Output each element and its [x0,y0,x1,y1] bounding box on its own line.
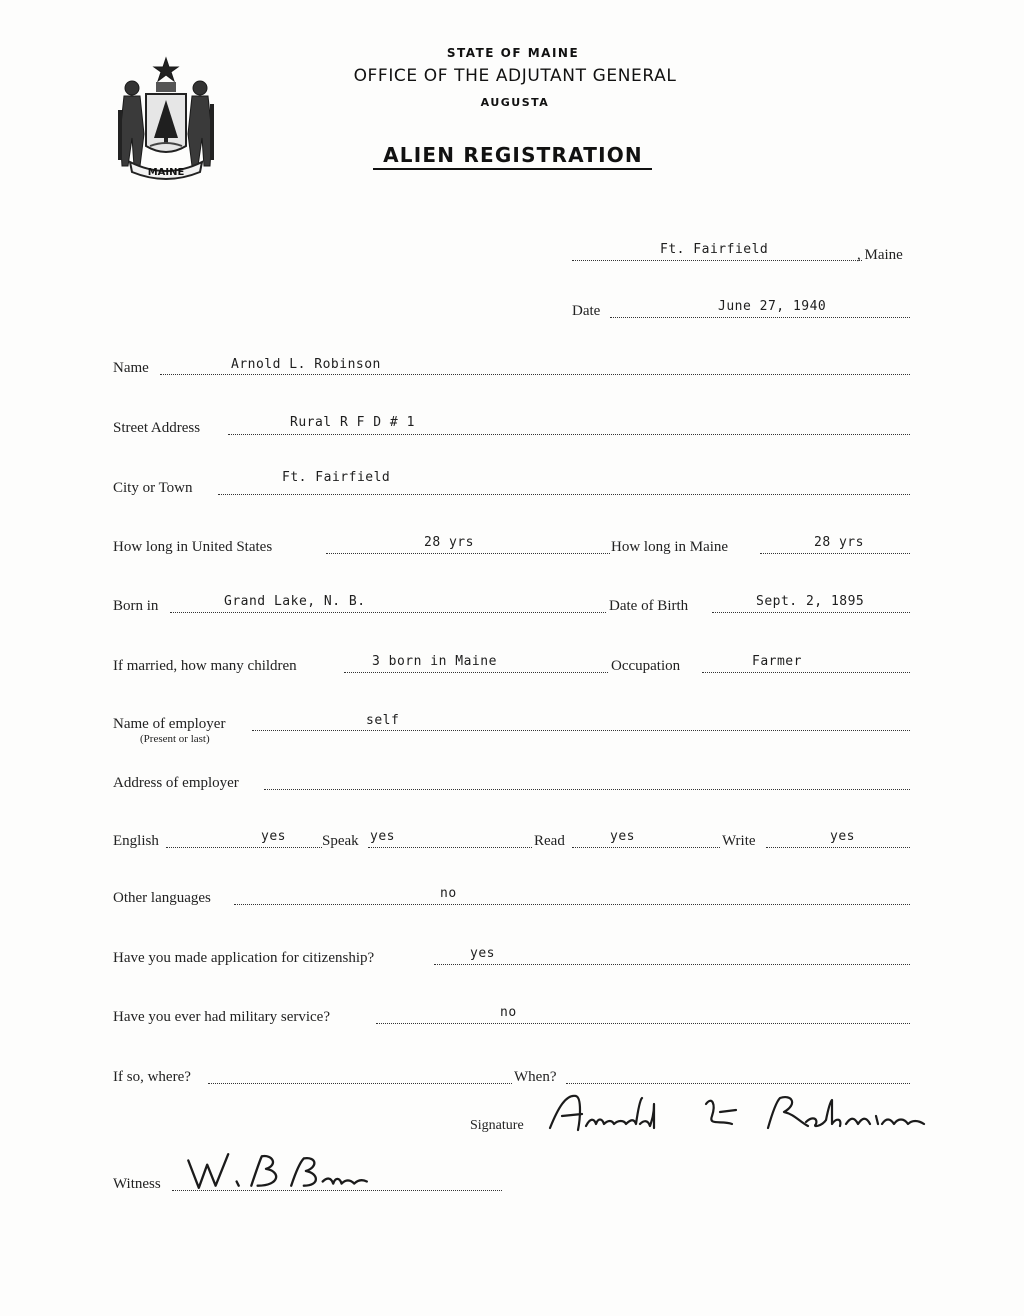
city-label: City or Town [113,480,193,496]
us-years-label: How long in United States [113,539,273,555]
occupation-value[interactable]: Farmer [752,654,802,669]
witness-handwriting[interactable] [182,1150,392,1192]
children-value[interactable]: 3 born in Maine [372,654,497,669]
place-value[interactable]: Ft. Fairfield [660,242,769,257]
citizenship-value[interactable]: yes [470,946,495,961]
born-in-label: Born in [113,598,159,614]
birth-date-value[interactable]: Sept. 2, 1895 [756,594,865,609]
place-line [572,260,862,261]
write-label: Write [722,833,756,849]
when-label: When? [514,1069,557,1085]
military-value[interactable]: no [500,1005,517,1020]
date-line [610,317,910,318]
employer-sublabel: (Present or last) [140,733,210,745]
where-line [208,1083,512,1084]
us-years-value[interactable]: 28 yrs [424,535,474,550]
maine-years-label: How long in Maine [611,539,729,555]
military-line [376,1023,910,1024]
speak-value[interactable]: yes [370,829,395,844]
maine-years-line [760,553,910,554]
citizenship-line [434,964,910,965]
where-label: If so, where? [113,1069,191,1085]
other-languages-line [234,904,910,905]
signature-label: Signature [470,1118,524,1133]
street-label: Street Address [113,420,201,436]
street-value[interactable]: Rural R F D # 1 [290,415,415,430]
english-label: English [113,833,159,849]
maine-years-value[interactable]: 28 yrs [814,535,864,550]
read-label: Read [534,833,565,849]
read-line [572,847,720,848]
employer-address-label: Address of employer [113,775,239,791]
children-label: If married, how many children [113,658,297,674]
name-label: Name [113,360,149,376]
military-label: Have you ever had military service? [113,1009,330,1025]
city-value[interactable]: Ft. Fairfield [282,470,391,485]
citizenship-label: Have you made application for citizenship? [113,950,375,966]
office-heading: OFFICE OF THE ADJUTANT GENERAL [353,66,677,86]
signature-handwriting[interactable] [536,1090,936,1140]
street-line [228,434,910,435]
born-in-line [170,612,606,613]
city-heading: AUGUSTA [480,96,550,109]
when-line [566,1083,910,1084]
english-value[interactable]: yes [261,829,286,844]
occupation-line [702,672,910,673]
name-line [160,374,910,375]
city-line [218,494,910,495]
english-line [166,847,322,848]
born-in-value[interactable]: Grand Lake, N. B. [224,594,366,609]
state-suffix: , Maine [857,247,903,263]
date-value[interactable]: June 27, 1940 [718,299,827,314]
other-languages-value[interactable]: no [440,886,457,901]
state-heading: STATE OF MAINE [446,46,580,60]
date-label: Date [572,303,601,319]
name-value[interactable]: Arnold L. Robinson [231,357,381,372]
witness-label: Witness [113,1176,161,1192]
seal-text: MAINE [147,167,185,178]
form-title: ALIEN REGISTRATION [383,143,643,167]
write-line [766,847,910,848]
other-languages-label: Other languages [113,890,211,906]
speak-label: Speak [322,833,359,849]
speak-line [368,847,532,848]
birth-date-line [712,612,910,613]
title-underline [373,168,652,170]
employer-value[interactable]: self [366,713,400,728]
employer-line [252,730,910,731]
birth-date-label: Date of Birth [609,598,689,614]
occupation-label: Occupation [611,658,681,674]
us-years-line [326,553,610,554]
read-value[interactable]: yes [610,829,635,844]
write-value[interactable]: yes [830,829,855,844]
children-line [344,672,608,673]
employer-address-line [264,789,910,790]
employer-label: Name of employer [113,716,226,732]
